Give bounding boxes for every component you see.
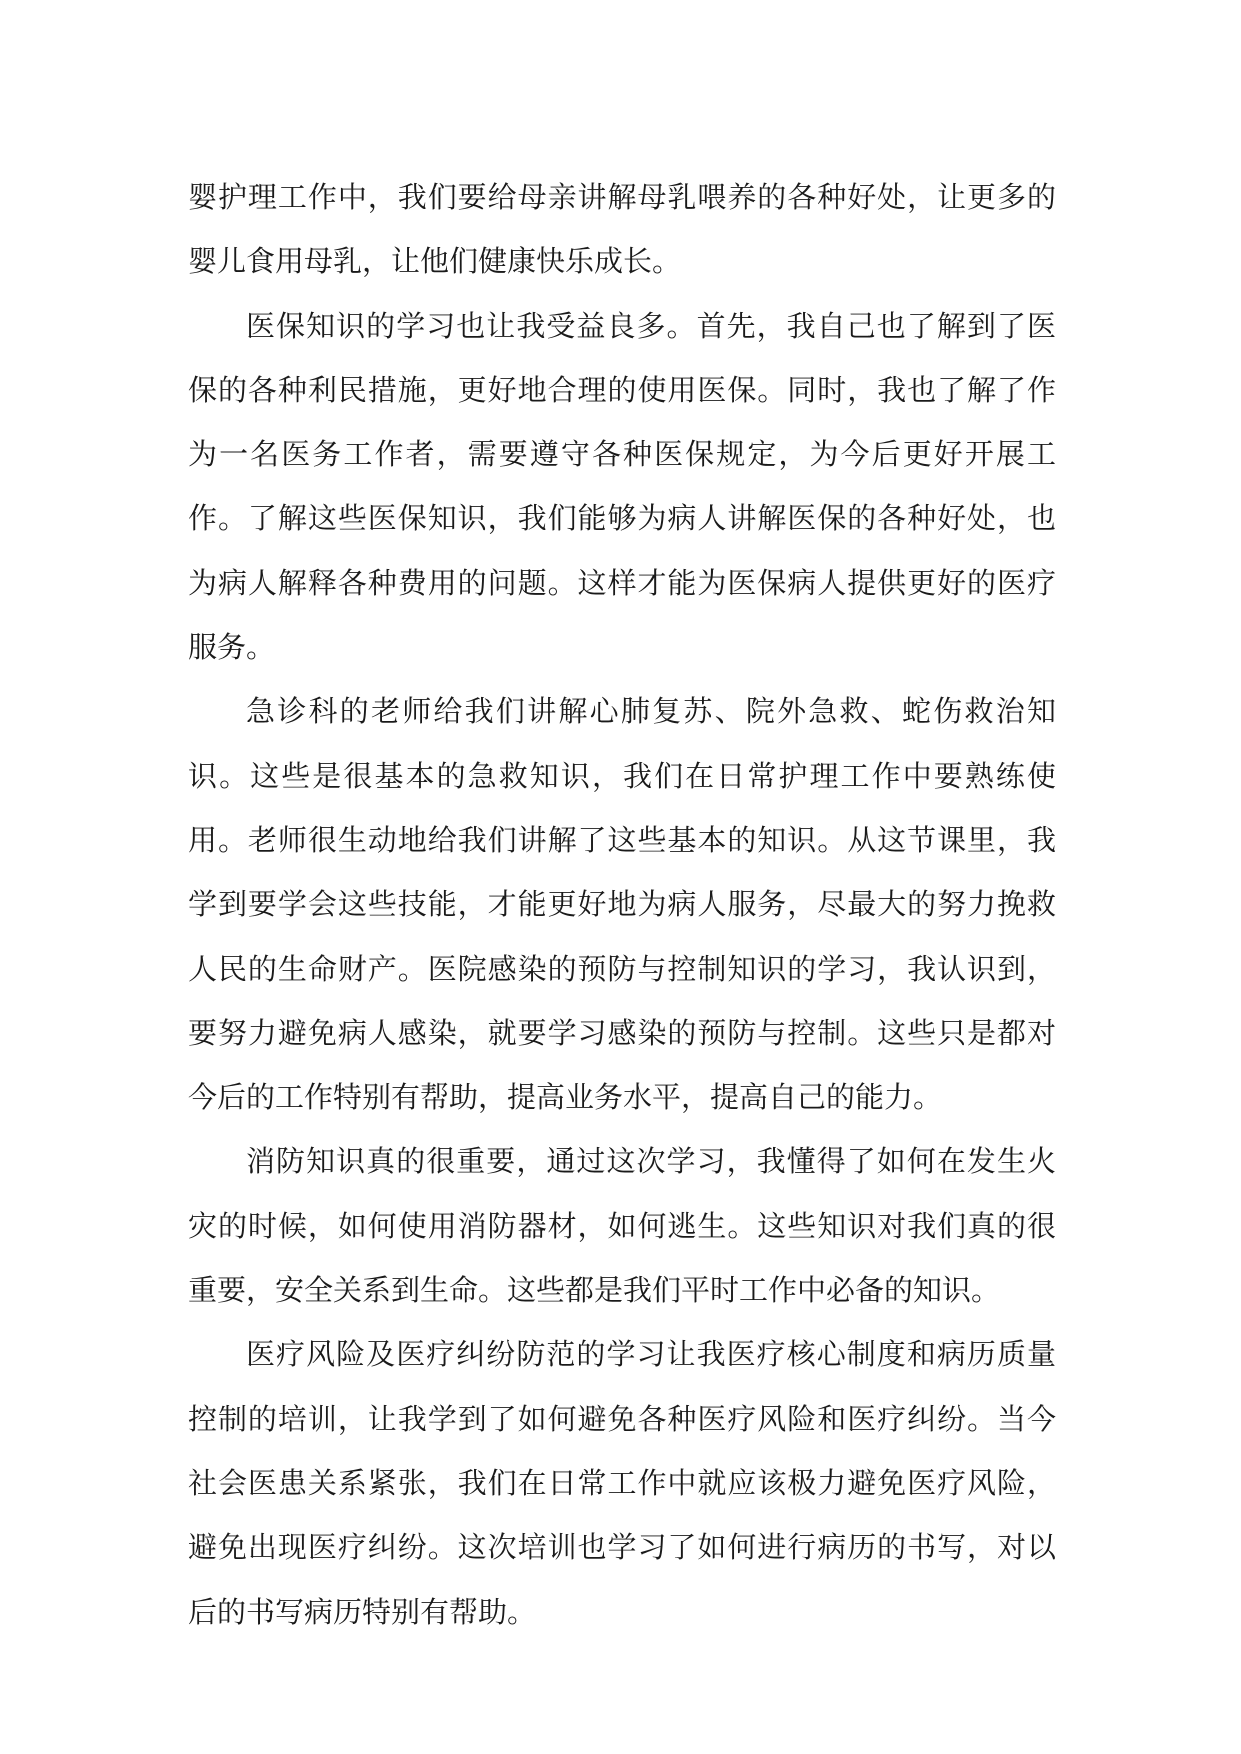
- paragraph-medical-insurance: 医保知识的学习也让我受益良多。首先，我自己也了解到了医保的各种利民措施，更好地合理的使用医保。同时，我也了解了作为一名医务工作者，需要遵守各种医保规定，为今后更好开展工作。了解这些医保知识，我们能够为病人讲解医保的各种好处，也为病人解释各种费用的问题。这样才能为医保病人提供更好的医疗服务。: [188, 308, 1056, 665]
- paragraph-fire-safety: 消防知识真的很重要，通过这次学习，我懂得了如何在发生火灾的时候，如何使用消防器材，如何逃生。这些知识对我们真的很重要，安全关系到生命。这些都是我们平时工作中必备的知识。: [188, 1144, 1056, 1308]
- body-text: [188, 165, 1056, 1644]
- paragraph-breastfeeding: 婴护理工作中，我们要给母亲讲解母乳喂养的各种好处，让更多的婴儿食用母乳，让他们健康快乐成长。: [188, 180, 1056, 279]
- paragraph-emergency-care: 急诊科的老师给我们讲解心肺复苏、院外急救、蛇伤救治知识。这些是很基本的急救知识，我们在日常护理工作中要熟练使用。老师很生动地给我们讲解了这些基本的知识。从这节课里，我学到要学会这些技能，才能更好地为病人服务，尽最大的努力挽救人民的生命财产。医院感染的预防与控制知识的学习，我认识到，要努力避免病人感染，就要学习感染的预防与控制。这些只是都对今后的工作特别有帮助，提高业务水平，提高自己的能力。: [188, 694, 1056, 1115]
- paragraph-medical-risk: 医疗风险及医疗纠纷防范的学习让我医疗核心制度和病历质量控制的培训，让我学到了如何避免各种医疗风险和医疗纠纷。当今社会医患关系紧张，我们在日常工作中就应该极力避免医疗风险，避免出现医疗纠纷。这次培训也学习了如何进行病历的书写，对以后的书写病历特别有帮助。: [188, 1337, 1056, 1629]
